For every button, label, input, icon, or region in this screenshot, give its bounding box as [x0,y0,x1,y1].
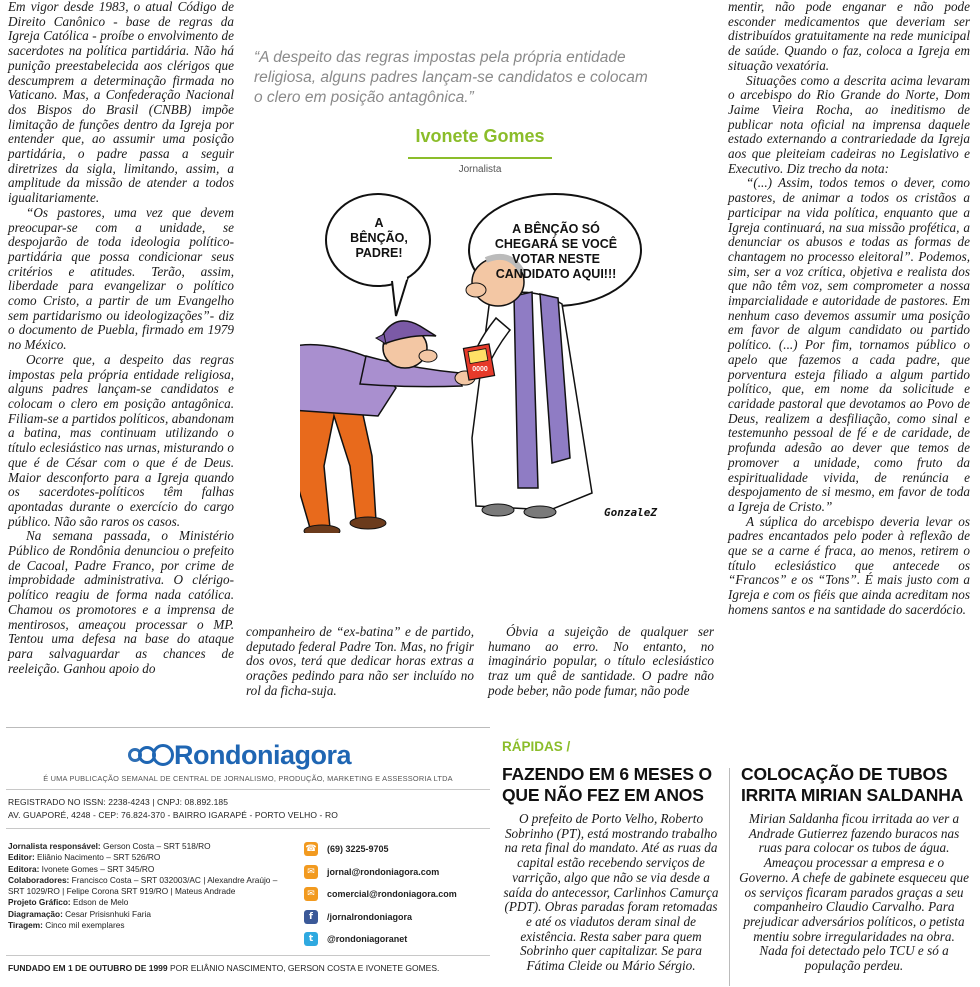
phone-icon: ☎ [305,844,317,855]
cartoonist-signature: GonzaleZ [604,506,657,519]
flyer-number: 0000 [472,366,488,373]
credit-line: Diagramação: Cesar Prisisnhuki Faria [8,908,151,919]
bubble-left-text: A BÊNÇÃO, PADRE! [350,216,408,260]
divider [6,955,490,956]
email-icon: ✉ [304,865,318,879]
facebook-icon: f [304,910,318,924]
paragraph: “Os pastores, uma vez que devem preocupar-se com a unidade, se despojarão de toda ideologia político-partidária que possa condicionar seus critérios e atitudes. Terão, assim, liberdade para evangelizar o político como Cristo, a partir de um Evangelho sem partidarismo ou ideologizações”- diz o documento de Puebla, firmado em 1979 no México. [8,204,234,353]
twitter-icon: t [304,932,318,946]
credit-line: Tiragem: Cinco mil exemplares [8,920,125,931]
logo-globe-icon [128,744,170,766]
paragraph: Ocorre que, a despeito das regras impostas pela própria entidade religiosa, alguns padres lançam-se candidatos e colocam o clero em posição antagônica. Filiam-se a partidos políticos, abandonam a batina, mas continuam utilizando o título eclesiástico nas urnas, misturando o que é de César com o que é de Deus. Maior desconforto para a Igreja quando os sacerdotes-políticos têm falhas apontadas durante o exercício do cargo público. Não são raros os casos. [8,351,234,529]
founded-line: FUNDADO EM 1 DE OUTUBRO DE 1999 POR ELIÂNIO NASCIMENTO, GERSON COSTA E IVONETE GOMES. [8,963,440,973]
brief-text: O prefeito de Porto Velho, Roberto Sobrinho (PT), está mostrando trabalho na reta final do mandato. Até as ruas da capital estão recebendo serviços de varrição, algo que não se via desde a saída do antecessor, Carlinhos Camurça (PDT). Obras paradas foram retomadas e até os viadutos deram sinal de existência. Resta saber para quem Sobrinho quer capitalizar. Se para Fátima Cleide ou Mário Sérgio. [503,811,719,974]
registry-line: REGISTRADO NO ISSN: 2238-4243 | CNPJ: 08.892.185 [8,797,229,807]
article-column-2 [246,625,474,699]
footer-top-rule [6,727,490,728]
contact-list [304,838,494,951]
contact-phone: ☎ (69) 3225-9705 [305,844,389,855]
contact-facebook[interactable]: f /jornalrondoniagora [304,906,494,929]
paragraph: Em vigor desde 1983, o atual Código de Direito Canônico - base de regras da Igreja Católica - proíbe o envolvimento de sacerdotes na política partidária. Não há punição preestabelecida aos clérigos que descumprem a determinação firmada no Vaticano. Mas, a Confederação Nacional dos Bispos do Brasil (CNBB) impõe limitação de funções dentro da Igreja por entender que, ao assumir uma posição partidária, o padre passa a seguir diretrizes da sigla, limitando, assim, a amplitude da missão de atender a todos igualitariamente. [8,0,234,206]
brief-title: COLOCAÇÃO DE TUBOS IRRITA MIRIAN SALDANHA [741,764,964,805]
article-column-4 [728,0,970,618]
article-column-3 [488,625,714,699]
brief-text: Mirian Saldanha ficou irritada ao ver a Andrade Gutierrez fazendo buracos nas ruas para colocar os tubos de água. Ameaçou processar a empresa e o Governo. A chefe de gabinete esqueceu que os serviços ficaram parados graças a seu companheiro Claudio Carvalho. Para prejudicar adversários políticos, o petista mentiu sobre irregularidades na obra. Nada foi detectado pelo TCU e só a população perdeu. [739,811,969,974]
logo-text: Rondoniagora [174,739,351,770]
paragraph: Situações como a descrita acima levaram o arcebispo do Rio Grande do Norte, Dom Jaime Vieira Rocha, ao ineditismo de publicar nota oficial na imprensa daquele estado externando a contrariedade da Igreja aos que pleiteiam cadeiras no Legislativo e Executivo. Diz trecho da nota: [728,72,970,176]
article-column-1 [8,0,234,676]
credit-line: Editora: Ivonete Gomes – SRT 345/RO [8,863,155,874]
divider [6,828,490,829]
staff-credits [8,841,288,931]
email-icon: ✉ [304,887,318,901]
paragraph: “(...) Assim, todos temos o dever, como pastores, de animar a todos os cristãos a participar na vida política, enquanto que a Igreja continuará, na sua missão profética, a denunciar os abusos e todas as formas de chantagem no processo eleitoral”. Podemos, sim, ser a voz crítica, objetiva e realista dos que não têm voz, sem comprometer a nossa imparcialidade e autoridade de pastores. Em nenhum caso devemos assumir uma posição em favor de algum candidato ou partido político. (...) Por fim, tornamos público o apelo que fazemos a cada padre, que porventura esteja filiado a algum partido político, que, em nome da solicitude e caridade pastoral que devotamos ao Povo de Deus, realizem a desfiliação, como sinal e testemunho pessoal de fé e de caridade, de profunda adesão ao dever que temos de promover a unidade, como fruto da espiritualidade vivida, de renúncia e despojamento de si mesmo, em favor de toda a Igreja de Cristo.” [728,175,970,514]
contact-twitter[interactable]: t @rondoniagoranet [304,928,494,951]
section-label-rapidas: RÁPIDAS / [502,739,571,754]
contact-email-jornal[interactable]: ✉ jornal@rondoniagora.com [304,861,494,884]
paragraph: Na semana passada, o Ministério Público de Rondônia denunciou o prefeito de Cacoal, Padre Franco, por crime de improbidade administrativa. O clérigo-político reagiu de forma nada católica. Chamou os promotores e a imprensa de mentirosos, ameaçou processar o MP. Tentou uma defesa na base do ataque para salvaguardar as chances de reeleição. Ganhou apoio do [8,528,234,676]
paragraph: mentir, não pode enganar e não pode esconder medicamentos que deveriam ser distribuídos gratuitamente na rede municipal de saúde. Quando o faz, coloca a Igreja em situação vexatória. [728,0,970,73]
contact-email-comercial[interactable]: ✉ comercial@rondoniagora.com [304,883,494,906]
paragraph: Óbvia a sujeição de qualquer ser humano ao erro. No entanto, no imaginário popular, o título eclesiástico traz um quê de santidade. O padre não pode beber, não pode fumar, não pode [488,624,714,698]
credit-line: Editor: Eliânio Nacimento – SRT 526/RO [8,852,161,863]
divider [6,789,490,790]
author-name: Ivonete Gomes [415,126,545,146]
pull-quote: “A despeito das regras impostas pela própria entidade religiosa, alguns padres lançam-se candidatos e colocam o clero em posição antagônica.” [254,49,648,106]
publisher-tagline: É UMA PUBLICAÇÃO SEMANAL DE CENTRAL DE JORNALISMO, PRODUÇÃO, MARKETING E ASSESSORIA LTDA [43,774,453,783]
cartoon [300,188,660,533]
paragraph: companheiro de “ex-batina” e de partido, deputado federal Padre Ton. Mas, no frigir dos ovos, terá que dedicar horas extras a orações pedindo para não ser incluído no rol da ficha-suja. [246,624,474,698]
column-divider [729,768,730,986]
credit-line: Colaboradores: Francisco Costa – SRT 032003/AC | Alexandre Araújo – SRT 1029/RO | Felipe Corona SRT 919/RO | Mateus Andrade [8,874,278,897]
author-role: Jornalista [458,164,502,175]
bubble-right-text: A BÊNÇÃO SÓ CHEGARÁ SE VOCÊ VOTAR NESTE CANDIDATO AQUI!!! [494,222,618,281]
logo [128,738,351,772]
credit-line: Projeto Gráfico: Edson de Melo [8,897,129,908]
credit-line: Jornalista responsável: Gerson Costa – SRT 518/RO [8,841,211,851]
brief-title: FAZENDO EM 6 MESES O QUE NÃO FEZ EM ANOS [502,764,712,805]
address-line: AV. GUAPORÉ, 4248 - CEP: 76.824-370 - BAIRRO IGARAPÉ - PORTO VELHO - RO [8,810,338,820]
campaign-flyer [463,344,494,380]
man-figure [300,321,475,533]
paragraph: A súplica do arcebispo deveria levar os padres encantados pelo poder à reflexão de que se a carne é fraca, ao menos, retirem o título eclesiástico que antecede os “Francos” e os “Tons”. É mais justo com a Igreja e com os fiéis que ainda acreditam nos homens santos e na santidade do sacerdócio. [728,513,970,617]
author-divider [408,157,552,159]
